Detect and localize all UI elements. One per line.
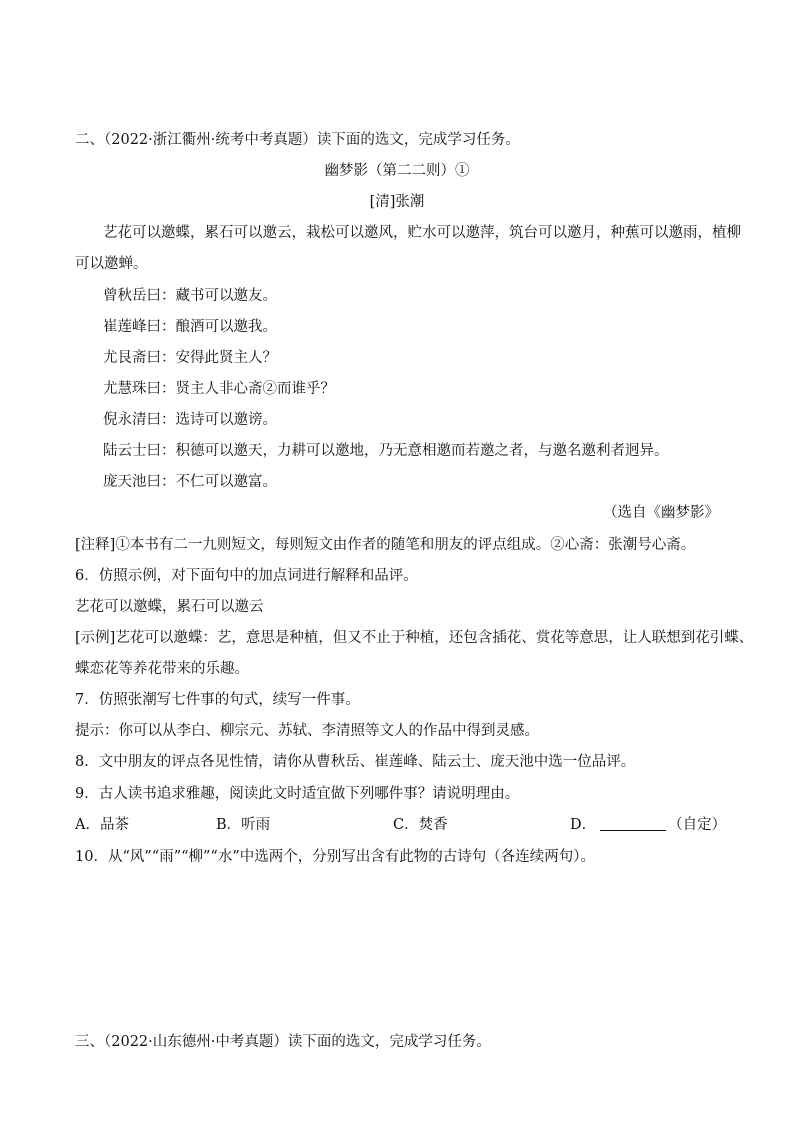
question-6: 6．仿照示例，对下面句中的加点词进行解释和品评。: [75, 568, 418, 584]
option-d-suffix: （自定）: [668, 817, 727, 833]
annotation-note: [注释]①本书有二一九则短文，每则短文由作者的随笔和朋友的评点组成。②心斋：张潮号心斋。: [75, 537, 696, 553]
passage-paragraph-line1: 艺花可以邀蝶，累石可以邀云，栽松可以邀风，贮水可以邀萍，筑台可以邀月，种蕉可以邀雨，植柳: [103, 225, 741, 241]
comment-line: 崔莲峰曰：酿酒可以邀我。: [103, 319, 277, 335]
option-c: C．焚香: [393, 817, 448, 833]
question-10: 10．从“风”“雨”“柳”“水”中选两个，分别写出含有此物的古诗句（各连续两句）。: [75, 849, 596, 865]
comment-line: 庞天池曰：不仁可以邀富。: [103, 474, 277, 490]
option-b: B．听雨: [216, 817, 271, 833]
option-d-label: D．: [570, 817, 597, 833]
question-6-example-line2: 蝶恋花等养花带来的乐趣。: [75, 661, 249, 677]
section2-header: 二、（2022·浙江衢州·统考中考真题）读下面的选文，完成学习任务。: [75, 132, 520, 148]
comment-line: 陆云士曰：积德可以邀天，力耕可以邀地，乃无意相邀而若邀之者，与邀名邀利者迥异。: [103, 443, 669, 459]
question-7-hint: 提示：你可以从李白、柳宗元、苏轼、李清照等文人的作品中得到灵感。: [75, 723, 539, 739]
option-d-blank: [600, 816, 666, 831]
comment-line: 尤慧珠曰：贤主人非心斋②而谁乎？: [103, 381, 335, 397]
passage-paragraph-line2: 可以邀蝉。: [75, 256, 148, 272]
comment-line: 倪永清曰：选诗可以邀谤。: [103, 412, 277, 428]
question-7: 7．仿照张潮写七件事的句式，续写一件事。: [75, 692, 360, 708]
option-d: [570, 815, 726, 835]
section3-header: 三、（2022·山东德州·中考真题）读下面的选文，完成学习任务。: [75, 1034, 491, 1050]
passage-title: 幽梦影（第二二则）①: [324, 163, 470, 179]
question-9: 9．古人读书追求雅趣，阅读此文时适宜做下列哪件事？请说明理由。: [75, 786, 520, 802]
comment-line: 曾秋岳曰：藏书可以邀友。: [103, 288, 277, 304]
question-6-example-line1: [示例]艺花可以邀蝶：艺，意思是种植，但又不止于种植，还包含插花、赏花等意思，让人联想到花引蝶、: [75, 630, 754, 646]
passage-source: （选自《幽梦影》: [603, 505, 719, 521]
passage-author: [清]张潮: [369, 194, 425, 210]
comment-line: 尤艮斋曰：安得此贤主人？: [103, 350, 277, 366]
question-6-sentence: 艺花可以邀蝶，累石可以邀云: [75, 599, 264, 615]
question-8: 8．文中朋友的评点各见性情，请你从曹秋岳、崔莲峰、陆云士、庞天池中选一位品评。: [75, 754, 636, 770]
option-a: A．品茶: [75, 817, 129, 833]
